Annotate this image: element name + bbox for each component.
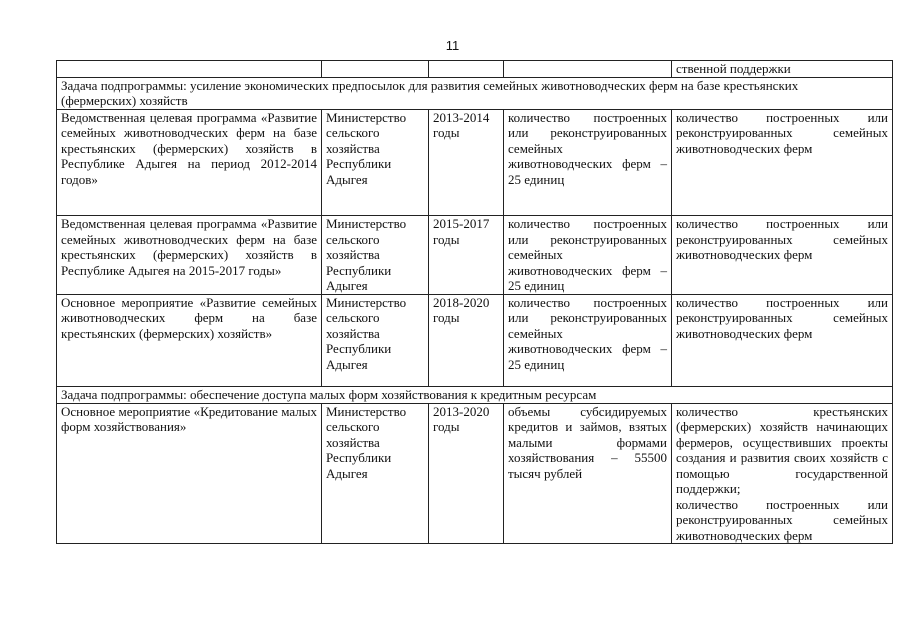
table-row (57, 61, 893, 78)
measure-cell: Основное мероприятие «Кредитование малых форм хозяйствования» (57, 403, 322, 544)
program-table (56, 60, 893, 544)
result-text-1: количество крестьянских (фермерских) хозяйств начинающих фермеров, осуществивших проекты создания и развития своих хозяйств с помощью государственной поддержки; (676, 403, 888, 496)
result-cell: количество построенных или реконструированных семейных животноводческих ферм (672, 109, 893, 216)
executor-cell: Министерство сельского хозяйства Республики Адыгея (322, 403, 429, 544)
indicator-cell: количество построенных или реконструированных семейных животноводческих ферм – 25 единиц (504, 216, 672, 295)
executor-cell: Министерство сельского хозяйства Республики Адыгея (322, 294, 429, 387)
task-row (57, 77, 893, 109)
executor-cell: Министерство сельского хозяйства Республики Адыгея (322, 109, 429, 216)
task-heading: Задача подпрограммы: обеспечение доступа малых форм хозяйствования к кредитным ресурсам (57, 387, 893, 404)
indicator-cell (504, 61, 672, 78)
period-cell: 2013-2014 годы (429, 109, 504, 216)
period-cell: 2018-2020 годы (429, 294, 504, 387)
page-number: 11 (445, 38, 460, 53)
result-cell (672, 403, 893, 544)
measure-cell: Ведомственная целевая программа «Развитие семейных животноводческих ферм на базе крестьянских (фермерских) хозяйств в Республике Адыгея на период 2012-2014 годов» (57, 109, 322, 216)
period-cell: 2013-2020 годы (429, 403, 504, 544)
executor-cell (322, 61, 429, 78)
task-heading: Задача подпрограммы: усиление экономических предпосылок для развития семейных животноводческих ферм на базе крестьянских (фермерских) хозяйств (57, 77, 893, 109)
table-row (57, 403, 893, 544)
indicator-cell: объемы субсидируемых кредитов и займов, взятых малыми формами хозяйствования – 55500 тысяч рублей (504, 403, 672, 544)
indicator-cell: количество построенных или реконструированных семейных животноводческих ферм – 25 единиц (504, 294, 672, 387)
result-cell: ственной поддержки (672, 61, 893, 78)
measure-cell: Основное мероприятие «Развитие семейных животноводческих ферм на базе крестьянских (фермерских) хозяйств» (57, 294, 322, 387)
indicator-cell: количество построенных или реконструированных семейных животноводческих ферм – 25 единиц (504, 109, 672, 216)
table-row (57, 294, 893, 387)
period-cell (429, 61, 504, 78)
measure-cell (57, 61, 322, 78)
result-text-2: количество построенных или реконструированных семейных животноводческих ферм (676, 496, 888, 543)
measure-cell: Ведомственная целевая программа «Развитие семейных животноводческих ферм на базе крестьянских (фермерских) хозяйств в Республике Адыгея на 2015-2017 годы» (57, 216, 322, 295)
period-cell: 2015-2017 годы (429, 216, 504, 295)
result-cell: количество построенных или реконструированных семейных животноводческих ферм (672, 294, 893, 387)
table-row (57, 109, 893, 216)
result-cell: количество построенных или реконструированных семейных животноводческих ферм (672, 216, 893, 295)
executor-cell: Министерство сельского хозяйства Республики Адыгея (322, 216, 429, 295)
table-row (57, 216, 893, 295)
task-row (57, 387, 893, 404)
